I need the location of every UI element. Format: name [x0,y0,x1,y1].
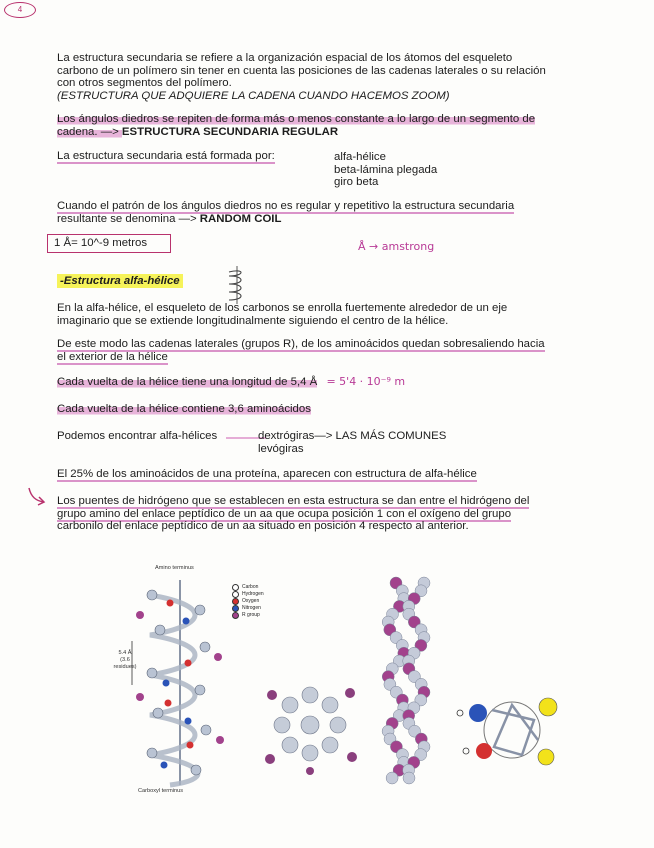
helical-wheel-image [452,685,572,775]
intro-line: La estructura secundaria se refiere a la organización espacial de los átomos del esqueleto [57,52,513,64]
formed-by-item: giro beta [334,176,379,189]
top-view-helix-image [260,675,360,775]
amino-terminus-label: Amino terminus [155,565,194,571]
helix-types-list [258,430,446,455]
helix-type-levo: levógiras [258,442,304,455]
regular-line-1: Los ángulos diedros se repiten de forma más o menos constante a lo largo de un segmento de [57,113,536,125]
turn-aa-line: Cada vuelta de la hélice contiene 3,6 aminoácidos [57,403,311,415]
formed-by-item: beta-lámina plegada [334,163,438,176]
random-coil-line-2-prefix: resultante se denomina —> [57,212,200,225]
intro-paragraph [57,52,617,102]
hbond-paragraph: Los puentes de hidrógeno que se establecen en esta estructura se dan entre el hidrógeno del grupo amino del enlace peptídico de un aa que ocupa posición 1 con el oxígeno del grupo carbonilo del enlace peptídico de un aa situado en posición 4 respecto al anterior. [57,495,530,533]
regular-structure-term: ESTRUCTURA SECUNDARIA REGULAR [121,125,339,138]
measure-label: 5.4 Å (3.6 residues) [113,650,137,670]
intro-italic-note: (ESTRUCTURA QUE ADQUIERE LA CADENA CUANDO HACEMOS ZOOM) [57,89,450,102]
helix-type-dextro: dextrógiras—> LAS MÁS COMUNES [258,430,447,442]
turn-length-handwritten: = 5'4 · 10⁻⁹ m [326,375,406,388]
legend-carbon: Carbon [232,584,264,591]
arrow-doodle-icon [26,485,48,507]
page-number-badge [4,2,36,18]
intro-line: carbono de un polímero sin tener en cuenta las posiciones de las cadenas laterales o su relación [57,64,546,77]
ball-and-stick-helix-image [130,575,230,790]
helix-types-label: Podemos encontrar alfa-hélices [57,430,218,442]
regular-structure-paragraph [57,113,627,138]
random-coil-line-1: Cuando el patrón de los ángulos diedros no es regular y repetitivo la estructura secundaria [57,200,515,212]
formed-by-label: La estructura secundaria está formada por: [57,150,275,162]
legend-nitrogen: Nitrogen [232,605,264,612]
figure-legend [232,584,264,619]
alpha-helix-heading: -Estructura alfa-hélice [57,275,183,288]
random-coil-paragraph [57,200,617,225]
carboxyl-terminus-label: Carboxyl terminus [138,788,184,794]
atom-sphere [403,772,415,784]
angstrom-definition-box: 1 Å= 10^-9 metros [47,234,171,253]
alpha-paragraph-1: En la alfa-hélice, el esqueleto de los carbonos se enrolla fuertemente alrededor de un eje imaginario que se extiende longitudinalmente siguiendo el centro de la hélice. [57,302,508,327]
formed-by-list [334,151,437,189]
alpha-paragraph-2: De este modo las cadenas laterales (grupos R), de los aminoácidos quedan sobresaliendo hacia el exterior de la hélice [57,338,545,363]
page-number-text: 4 [17,5,23,14]
intro-line: con otros segmentos del polímero. [57,77,232,90]
percent-line: El 25% de los aminoácidos de una proteína, aparecen con estructura de alfa-hélice [57,468,477,480]
regular-line-2-prefix: cadena. —> [57,125,122,138]
atom-sphere [386,772,398,784]
legend-hydrogen: Hydrogen [232,591,264,598]
handwritten-angstrom-note: Å → amstrong [358,240,435,253]
helix-doodle-icon [225,266,249,304]
space-filling-helix-image [378,575,438,790]
legend-oxygen: Oxygen [232,598,264,605]
alpha-helix-figure [100,560,620,800]
legend-r-group: R group [232,612,264,619]
formed-by-item: alfa-hélice [334,151,386,163]
turn-length-line: Cada vuelta de la hélice tiene una longitud de 5,4 Å = 5'4 · 10⁻⁹ m [57,375,406,388]
random-coil-term: RANDOM COIL [199,212,282,225]
